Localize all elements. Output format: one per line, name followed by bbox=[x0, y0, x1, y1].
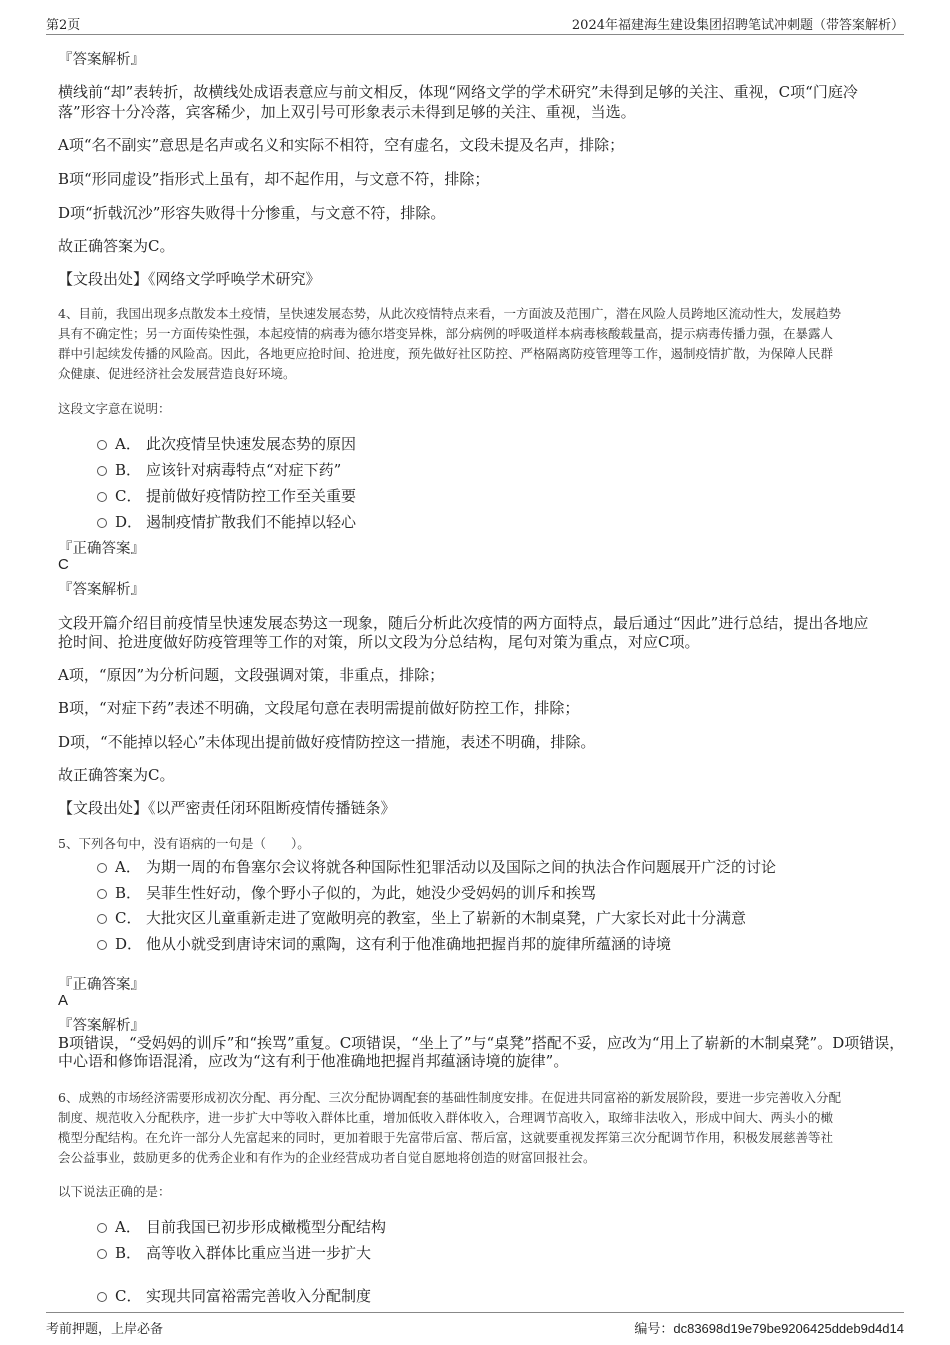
analysis-text: 中心语和修饰语混淆，应改为“这有利于他准确地把握肖邦蕴涵诗境的旋律”。 bbox=[58, 1052, 569, 1070]
radio-button[interactable] bbox=[97, 492, 107, 502]
option-key: C． bbox=[115, 1287, 142, 1305]
option-text: 大批灾区儿童重新走进了宽敞明亮的教室，坐上了崭新的木制桌凳，广大家长对此十分满意 bbox=[146, 909, 747, 927]
radio-button[interactable] bbox=[97, 518, 107, 528]
option-text: 遏制疫情扩散我们不能掉以轻心 bbox=[146, 513, 357, 531]
code-label: 编号： bbox=[634, 1322, 674, 1337]
answer-tag: 『正确答案』 bbox=[58, 977, 145, 993]
question-stem: 群中引起续发传播的风险高。因此，各地更应抢时间、抢进度，预先做好社区防控、严格隔离防疫管理等工作，遏制疫情扩散，为保障人民群 bbox=[58, 346, 834, 361]
analysis-text: 抢时间、抢进度做好防疫管理等工作的对策，所以文段为分总结构，尾句对策为重点，对应C项。 bbox=[58, 633, 700, 651]
question-stem: 众健康、促进经济社会发展营造良好环境。 bbox=[58, 366, 296, 381]
analysis-tag: 『答案解析』 bbox=[58, 52, 145, 68]
question-stem: 4、目前，我国出现多点散发本土疫情，呈快速发展态势，从此次疫情特点来看，一方面波及范围广，潜在风险人员跨地区流动性大，发展趋势 bbox=[58, 306, 841, 321]
analysis-option-b: B项“形同虚设”指形式上虽有，却不起作用，与文意不符，排除； bbox=[58, 170, 490, 188]
radio-button[interactable] bbox=[97, 440, 107, 450]
radio-button[interactable] bbox=[97, 1292, 107, 1302]
question-stem: 会公益事业，鼓励更多的优秀企业和有作为的企业经营成功者自觉自愿地将创造的财富回报社会。 bbox=[58, 1150, 596, 1165]
source: 【文段出处】《网络文学呼唤学术研究》 bbox=[58, 270, 321, 288]
option-text: 他从小就受到唐诗宋词的熏陶，这有利于他准确地把握肖邦的旋律所蕴涵的诗境 bbox=[146, 935, 672, 953]
option-key: B． bbox=[115, 461, 142, 479]
answer-tag: 『正确答案』 bbox=[58, 541, 145, 557]
option-key: A． bbox=[115, 858, 141, 876]
code-value: dc83698d19e79be9206425ddeb9d4d14 bbox=[673, 1321, 904, 1336]
option-text: 高等收入群体比重应当进一步扩大 bbox=[146, 1244, 372, 1262]
option-key: D． bbox=[115, 513, 143, 531]
radio-button[interactable] bbox=[97, 1223, 107, 1233]
question-prompt: 以下说法正确的是： bbox=[58, 1184, 171, 1199]
question-stem: 6、成熟的市场经济需要形成初次分配、再分配、三次分配协调配套的基础性制度安排。在促进共同富裕的新发展阶段，要进一步完善收入分配 bbox=[58, 1090, 841, 1105]
radio-button[interactable] bbox=[97, 863, 107, 873]
analysis-text: 落”形容十分冷落，宾客稀少，加上双引号可形象表示未得到足够的关注、重视，当选。 bbox=[58, 103, 636, 121]
option-key: B． bbox=[115, 1244, 142, 1262]
analysis-option-a: A项“名不副实”意思是名声或名义和实际不相符，空有虚名，文段未提及名声，排除； bbox=[58, 136, 625, 154]
answer-value: A bbox=[58, 992, 69, 1009]
analysis-text: 文段开篇介绍目前疫情呈快速发展态势这一现象，随后分析此次疫情的两方面特点，最后通过“因此”进行总结，提出各地应 bbox=[58, 614, 869, 632]
option-text: 应该针对病毒特点“对症下药” bbox=[146, 461, 342, 479]
option-key: A． bbox=[115, 1218, 141, 1236]
footer-slogan: 考前押题，上岸必备 bbox=[46, 1322, 164, 1337]
analysis-option-b: B项，“对症下药”表述不明确，文段尾句意在表明需提前做好防控工作，排除； bbox=[58, 699, 580, 717]
question-stem: 制度、规范收入分配秩序，进一步扩大中等收入群体比重，增加低收入群体收入，合理调节高收入，取缔非法收入，形成中间大、两头小的橄 bbox=[58, 1110, 834, 1125]
document-code bbox=[634, 1318, 904, 1337]
analysis-option-d: D项，“不能掉以轻心”未体现出提前做好疫情防控这一措施，表述不明确，排除。 bbox=[58, 733, 596, 751]
option-key: C． bbox=[115, 909, 142, 927]
question-stem: 具有不确定性；另一方面传染性强，本起疫情的病毒为德尔塔变异株，部分病例的呼吸道样本病毒核酸载量高，提示病毒传播力强，在暴露人 bbox=[58, 326, 834, 341]
option-text: 提前做好疫情防控工作至关重要 bbox=[146, 487, 357, 505]
option-text: 实现共同富裕需完善收入分配制度 bbox=[146, 1287, 372, 1305]
option-text: 此次疫情呈快速发展态势的原因 bbox=[146, 435, 357, 453]
radio-button[interactable] bbox=[97, 940, 107, 950]
radio-button[interactable] bbox=[97, 914, 107, 924]
radio-button[interactable] bbox=[97, 466, 107, 476]
analysis-tag: 『答案解析』 bbox=[58, 1018, 145, 1034]
option-text: 吴菲生性好动，像个野小子似的，为此，她没少受妈妈的训斥和挨骂 bbox=[146, 884, 597, 902]
document-title: 2024年福建海生建设集团招聘笔试冲刺题（带答案解析） bbox=[571, 18, 904, 33]
conclusion: 故正确答案为C。 bbox=[58, 766, 175, 784]
conclusion: 故正确答案为C。 bbox=[58, 237, 175, 255]
page-footer bbox=[46, 1312, 904, 1337]
page-number: 第2页 bbox=[46, 18, 81, 33]
analysis-option-d: D项“折戟沉沙”形容失败得十分惨重，与文意不符，排除。 bbox=[58, 204, 446, 222]
analysis-tag: 『答案解析』 bbox=[58, 582, 145, 598]
answer-value: C bbox=[58, 556, 69, 573]
question-prompt: 这段文字意在说明： bbox=[58, 401, 171, 416]
analysis-text: 横线前“却”表转折，故横线处成语表意应与前文相反，体现“网络文学的学术研究”未得到足够的关注、重视，C项“门庭冷 bbox=[58, 83, 858, 101]
option-text: 目前我国已初步形成橄榄型分配结构 bbox=[146, 1218, 387, 1236]
question-stem: 榄型分配结构。在允许一部分人先富起来的同时，更加着眼于先富带后富、帮后富，这就要重视发挥第三次分配调节作用，积极发展慈善等社 bbox=[58, 1130, 834, 1145]
radio-button[interactable] bbox=[97, 889, 107, 899]
source: 【文段出处】《以严密责任闭环阻断疫情传播链条》 bbox=[58, 799, 396, 817]
analysis-text: B项错误，“受妈妈的训斥”和“挨骂”重复。C项错误，“坐上了”与“桌凳”搭配不妥，应改为“用上了崭新的木制桌凳”。D项错误， bbox=[58, 1034, 905, 1052]
option-key: D． bbox=[115, 935, 143, 953]
option-key: B． bbox=[115, 884, 142, 902]
analysis-option-a: A项，“原因”为分析问题，文段强调对策，非重点，排除； bbox=[58, 666, 445, 684]
option-key: A． bbox=[115, 435, 141, 453]
page-header bbox=[46, 14, 904, 35]
option-text: 为期一周的布鲁塞尔会议将就各种国际性犯罪活动以及国际之间的执法合作问题展开广泛的讨论 bbox=[146, 858, 777, 876]
question-stem: 5、下列各句中，没有语病的一句是（ ）。 bbox=[58, 836, 310, 851]
radio-button[interactable] bbox=[97, 1249, 107, 1259]
option-key: C． bbox=[115, 487, 142, 505]
